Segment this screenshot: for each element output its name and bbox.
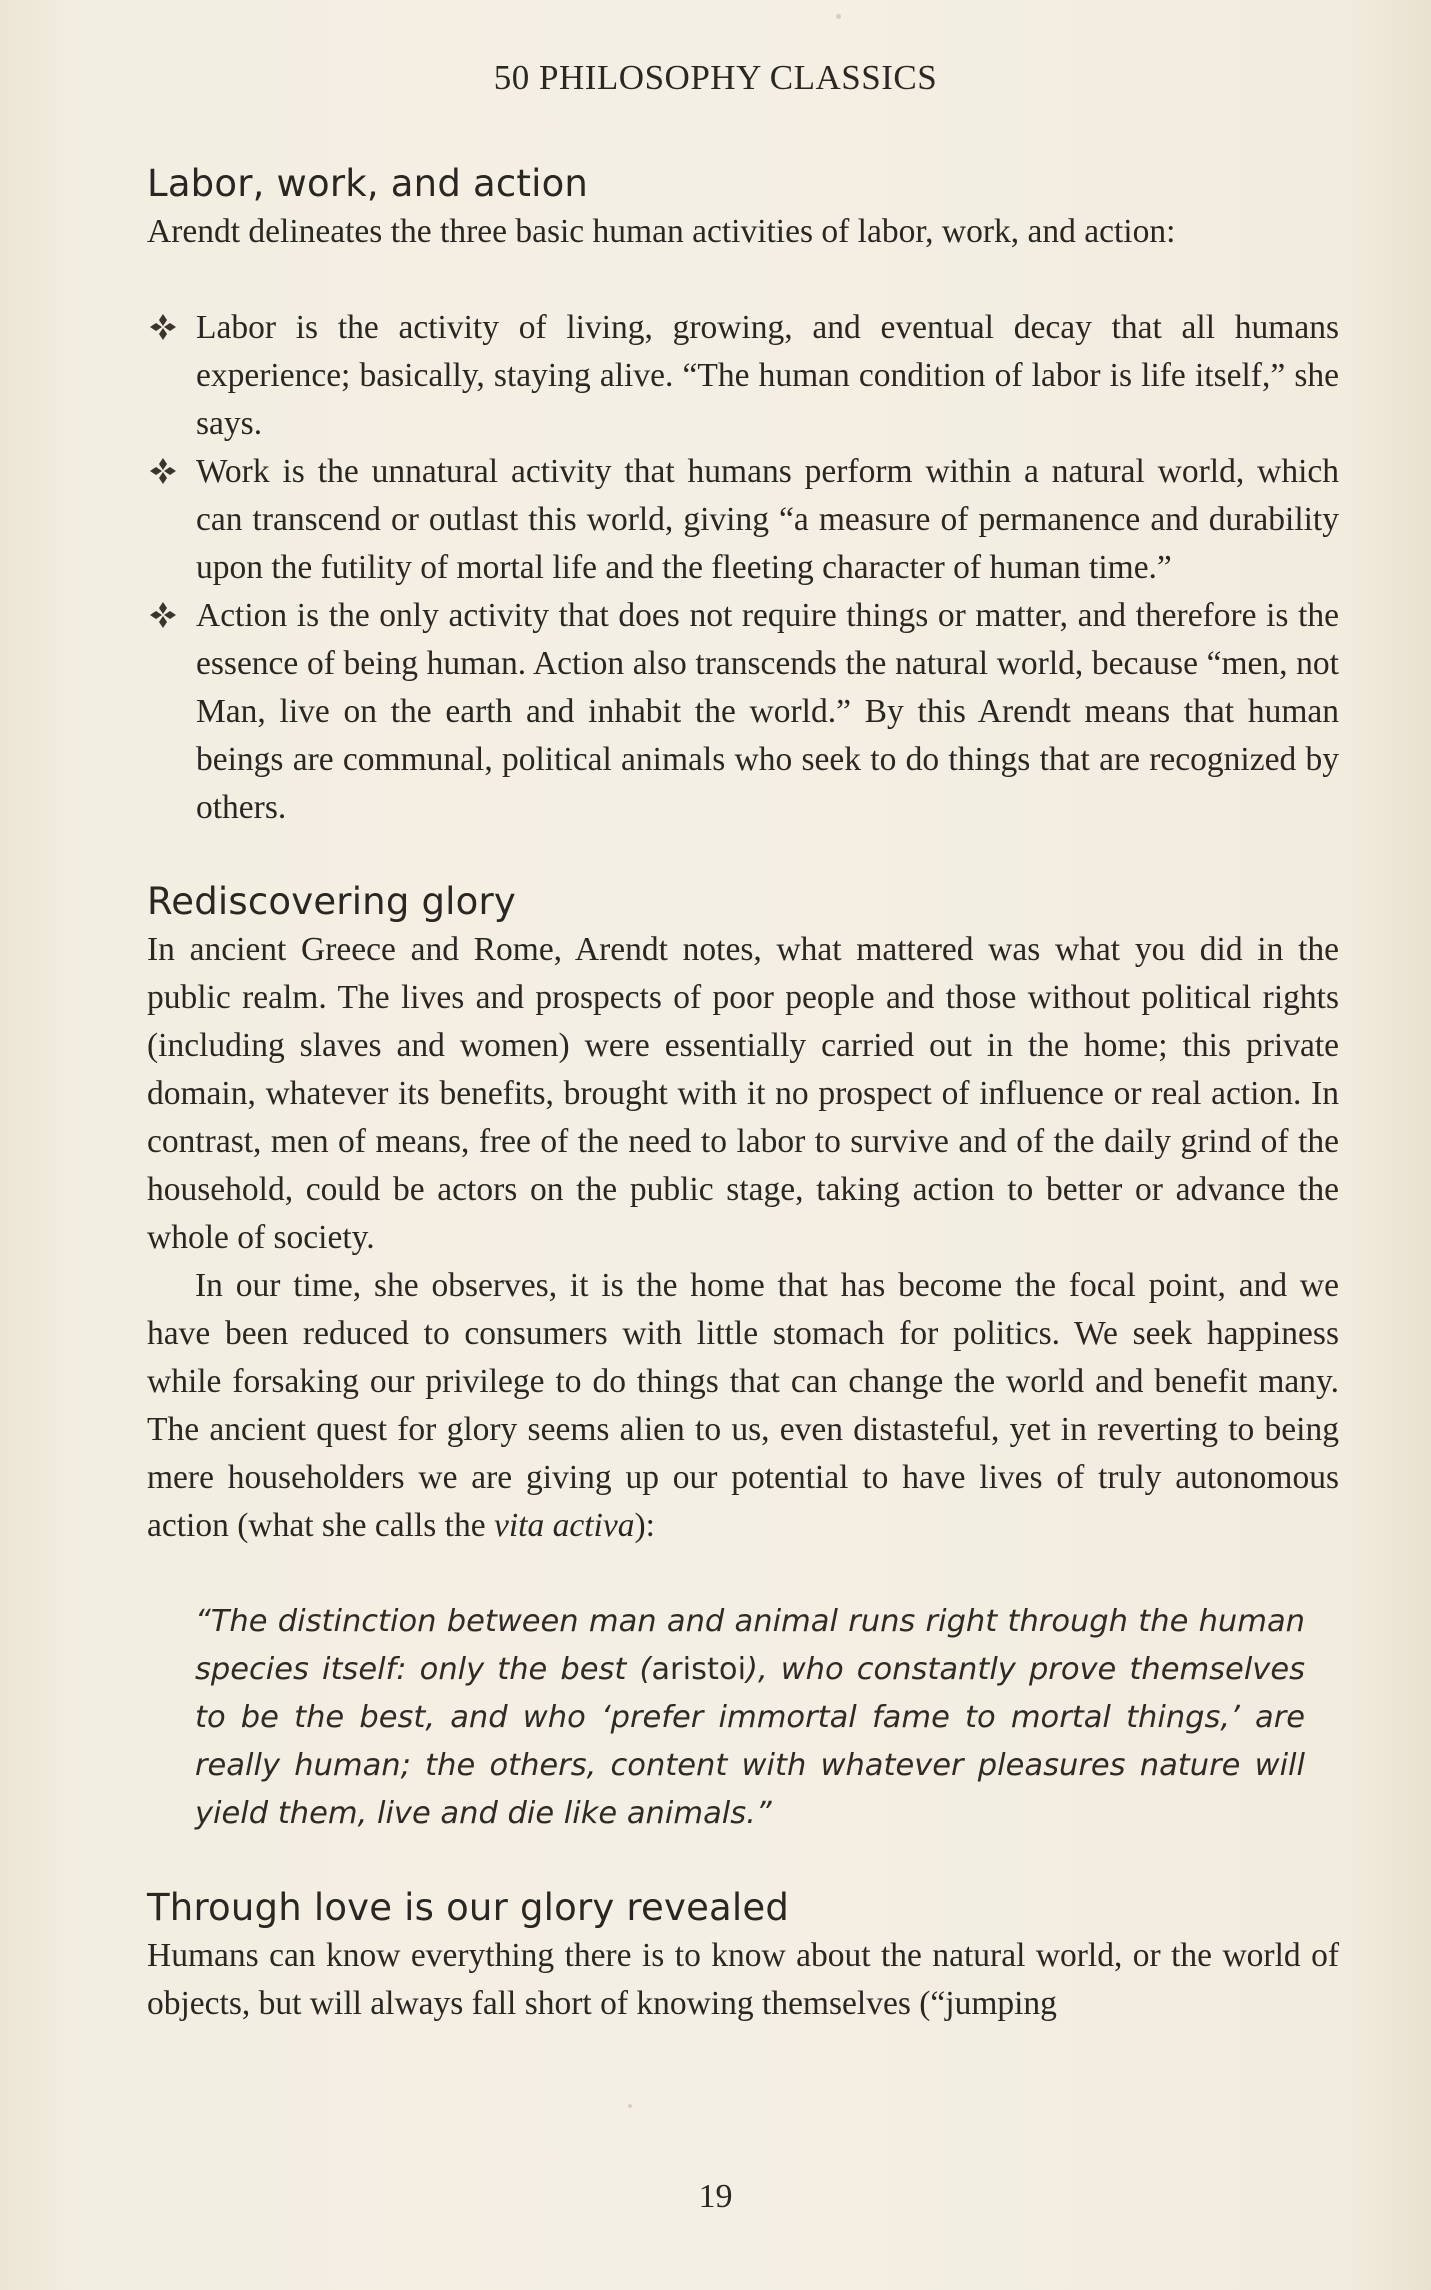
section-heading-rediscovering-glory: Rediscovering glory	[147, 880, 516, 923]
list-item	[147, 592, 1339, 832]
quote-text: “The distinction between man and animal runs right through the human species itself: only the best (	[195, 1604, 1305, 1687]
bullet-text-action: Action is the only activity that does not require things or matter, and therefore is the essence of being human. Action also transcends the natural world, because “men, not Man, live on the earth and inhabit the world.” By this Arendt means that human beings are communal, political animals who seek to do things that are recognized by others.	[196, 597, 1339, 826]
section-intro-paragraph: Arendt delineates the three basic human activities of labor, work, and action:	[147, 213, 1176, 250]
roman-term: aristoi	[651, 1652, 747, 1687]
page-body	[147, 160, 1339, 2028]
body-paragraph: In ancient Greece and Rome, Arendt notes, what mattered was what you did in the public realm. The lives and prospects of poor people and those without political rights (including slaves and women) were essentially carried out in the home; this private domain, whatever its benefits, brought with it no prospect of influence or real action. In contrast, men of means, free of the need to labor to survive and of the daily grind of the household, could be actors on the public stage, taking action to better or advance the whole of society.	[147, 931, 1339, 1256]
diamond-bullet-icon	[147, 311, 179, 343]
italic-term: vita activa	[493, 1507, 635, 1544]
bullet-text-labor: Labor is the activity of living, growing, and eventual decay that all humans experience; basically, staying alive. “The human condition of labor is life itself,” she says.	[196, 309, 1339, 442]
body-paragraph: Humans can know everything there is to know about the natural world, or the world of objects, but will always fall short of knowing themselves (“jumping	[147, 1937, 1339, 2022]
paragraph-text: In our time, she observes, it is the home that has become the focal point, and we have been reduced to consumers with little stomach for politics. We seek happiness while forsaking our privilege to do things that can change the world and benefit many. The ancient quest for glory seems alien to us, even distasteful, yet in reverting to being mere householders we are giving up our potential to have lives of truly autonomous action (what she calls the	[147, 1267, 1339, 1544]
bullet-text-work: Work is the unnatural activity that humans perform within a natural world, which can transcend or outlast this world, giving “a measure of permanence and durability upon the futility of mortal life and the fleeting character of human time.”	[196, 453, 1339, 586]
body-paragraph	[147, 1262, 1339, 1550]
block-quote	[195, 1598, 1305, 1838]
diamond-bullet-icon	[147, 599, 179, 631]
section-heading-labor-work-action: Labor, work, and action	[147, 162, 589, 205]
quote-text: ), who constantly prove themselves to be the best, and who ‘prefer immortal fame to mortal things,’ are really human; the others, content with whatever pleasures nature will yield them, live and die like animals.”	[195, 1652, 1305, 1831]
activities-list	[147, 304, 1339, 832]
diamond-bullet-icon	[147, 455, 179, 487]
paper-speck	[836, 14, 841, 19]
running-head: 50 PHILOSOPHY CLASSICS	[493, 58, 938, 97]
page-number: 19	[698, 2178, 733, 2215]
list-item	[147, 448, 1339, 592]
list-item	[147, 304, 1339, 448]
section-heading-through-love: Through love is our glory revealed	[147, 1886, 790, 1929]
paper-speck	[628, 2104, 632, 2108]
paragraph-text: ):	[634, 1507, 655, 1544]
